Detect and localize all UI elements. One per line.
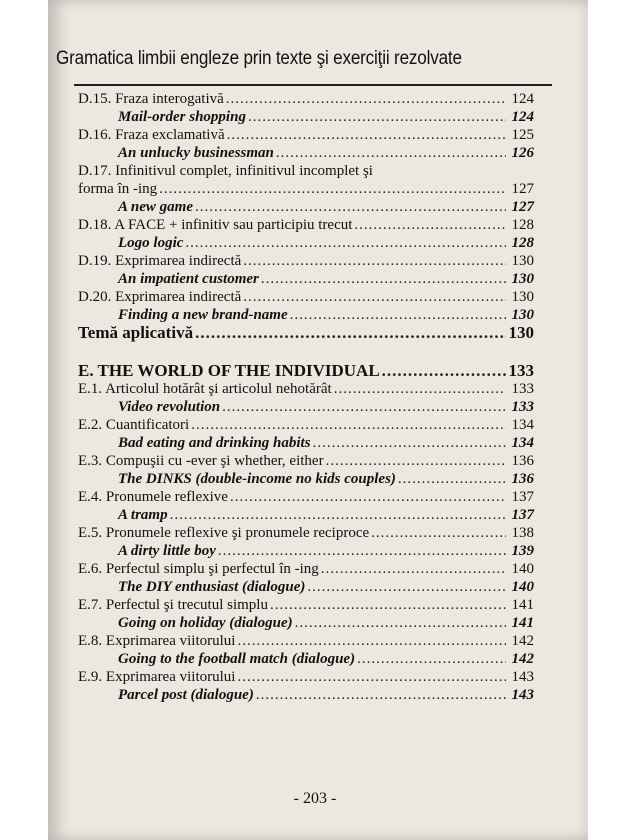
toc-entry [78, 144, 534, 162]
toc-entry-page: 126 [511, 145, 534, 161]
toc-entry-page: 130 [511, 253, 534, 269]
toc-entry-page: 127 [511, 199, 534, 215]
toc-entry [78, 380, 534, 398]
toc-entry-label: A tramp [118, 507, 168, 523]
toc-entry-page: 134 [511, 435, 534, 451]
toc-entry-label: D.18. A FACE + infinitiv sau participiu trecut [78, 217, 353, 233]
leader-dots [290, 306, 506, 324]
toc-entry-label: D.17. Infinitivul complet, infinitivul incomplet şi [78, 163, 373, 179]
toc-entry-page: 130 [511, 289, 534, 305]
toc-entry-page: 133 [511, 399, 534, 415]
toc-entry [78, 488, 534, 506]
toc-entry [78, 126, 534, 144]
toc-entry-label: The DIY enthusiast (dialogue) [118, 579, 306, 595]
toc-entry [78, 632, 534, 650]
toc-entry-label: E.2. Cuantificatori [78, 417, 190, 433]
toc-entry-page: 124 [511, 91, 534, 107]
leader-dots [354, 216, 506, 234]
toc-entry [78, 252, 534, 270]
toc-entry-label: Logo logic [118, 235, 184, 251]
toc-entry-page: 130 [511, 307, 534, 323]
toc-entry-label: Temă aplicativă [78, 323, 194, 342]
toc-entry-applied-theme [78, 324, 534, 342]
toc-entry [78, 198, 534, 216]
toc-entry-label: Parcel post (dialogue) [118, 687, 254, 703]
leader-dots [222, 398, 506, 416]
toc-entry-label: E.3. Compuşii cu -ever şi whether, either [78, 453, 324, 469]
toc-entry-page: 138 [511, 525, 534, 541]
toc-entry-label: forma în -ing [78, 181, 158, 197]
toc-entry-page: 141 [511, 597, 534, 613]
leader-dots [313, 434, 506, 452]
toc-entry-page: 140 [511, 579, 534, 595]
toc-entry [78, 578, 534, 596]
toc-entry-label: E.6. Perfectul simplu şi perfectul în -ing [78, 561, 319, 577]
page-number: - 203 - [293, 790, 337, 807]
leader-dots [243, 288, 506, 306]
toc-entry-label: Going on holiday (dialogue) [118, 615, 293, 631]
toc-entry [78, 452, 534, 470]
leader-dots [170, 506, 506, 524]
toc-entry-label: Going to the football match (dialogue) [118, 651, 356, 667]
toc-entry [78, 416, 534, 434]
section-gap [78, 342, 534, 362]
toc-entry-page: 142 [511, 651, 534, 667]
toc-entry [78, 234, 534, 252]
toc-entry-page: 124 [511, 109, 534, 125]
toc-entry-label: D.20. Exprimarea indirectă [78, 289, 242, 305]
leader-dots [185, 234, 506, 252]
toc-entry-label: Finding a new brand-name [118, 307, 288, 323]
toc-entry-page: 127 [511, 181, 534, 197]
toc-entry [78, 614, 534, 632]
leader-dots [398, 470, 506, 488]
toc-entry-page: 137 [511, 489, 534, 505]
toc-section-heading [78, 362, 534, 380]
leader-dots [270, 596, 506, 614]
leader-dots [248, 108, 506, 126]
toc-entry-page: 137 [511, 507, 534, 523]
leader-dots [371, 524, 506, 542]
toc-entry-page: 140 [511, 561, 534, 577]
toc-entry [78, 542, 534, 560]
toc-entry [78, 180, 534, 198]
toc-entry [78, 596, 534, 614]
leader-dots [256, 686, 506, 704]
toc-entry-page: 136 [511, 471, 534, 487]
toc-entry [78, 162, 534, 180]
toc-entry [78, 470, 534, 488]
toc-entry [78, 560, 534, 578]
leader-dots [357, 650, 506, 668]
toc-entry-page: 133 [511, 381, 534, 397]
toc-entry-page: 142 [511, 633, 534, 649]
toc-entry-label: E. THE WORLD OF THE INDIVIDUAL [78, 361, 380, 380]
toc-entry-page: 130 [511, 271, 534, 287]
toc-entry-label: Bad eating and drinking habits [118, 435, 311, 451]
toc-entry-page: 125 [511, 127, 534, 143]
leader-dots [382, 362, 506, 380]
toc-entry-label: D.16. Fraza exclamativă [78, 127, 225, 143]
toc-entry-label: Video revolution [118, 399, 221, 415]
toc-entry [78, 398, 534, 416]
leader-dots [261, 270, 506, 288]
leader-dots [226, 90, 506, 108]
toc-entry [78, 90, 534, 108]
leader-dots [195, 324, 506, 342]
toc-entry-page: 143 [511, 687, 534, 703]
toc-entry-label: E.4. Pronumele reflexive [78, 489, 228, 505]
toc-entry-label: The DINKS (double-income no kids couples) [118, 471, 396, 487]
toc-entry-label: A new game [118, 199, 194, 215]
toc-entry-page: 141 [511, 615, 534, 631]
toc-entry-label: E.5. Pronumele reflexive şi pronumele reciproce [78, 525, 370, 541]
leader-dots [276, 144, 506, 162]
toc-entry [78, 288, 534, 306]
toc-entry-label: E.7. Perfectul şi trecutul simplu [78, 597, 268, 613]
toc-entry-label: E.9. Exprimarea viitorului [78, 669, 236, 685]
toc-entry-page: 128 [511, 235, 534, 251]
leader-dots [243, 252, 506, 270]
toc-entry-page: 134 [511, 417, 534, 433]
toc-entry-label: An impatient customer [118, 271, 259, 287]
toc-entry-page: 143 [511, 669, 534, 685]
toc-entry-page: 133 [508, 361, 534, 380]
toc-entry [78, 306, 534, 324]
toc-entry-label: E.8. Exprimarea viitorului [78, 633, 236, 649]
leader-dots [307, 578, 506, 596]
leader-dots [218, 542, 506, 560]
leader-dots [295, 614, 506, 632]
toc-entry-page: 139 [511, 543, 534, 559]
leader-dots [326, 452, 506, 470]
toc-entry-label: An unlucky businessman [118, 145, 274, 161]
leader-dots [237, 668, 506, 686]
running-header: Gramatica limbii engleze prin texte şi exerciţii rezolvate [56, 48, 462, 69]
toc-entry-label: A dirty little boy [118, 543, 216, 559]
leader-dots [321, 560, 506, 578]
table-of-contents [78, 90, 534, 704]
header-rule [74, 84, 552, 86]
toc-entry [78, 434, 534, 452]
leader-dots [191, 416, 506, 434]
toc-entry [78, 650, 534, 668]
toc-entry-page: 128 [511, 217, 534, 233]
toc-entry [78, 668, 534, 686]
toc-entry [78, 506, 534, 524]
leader-dots [237, 632, 506, 650]
toc-entry-label: D.19. Exprimarea indirectă [78, 253, 242, 269]
leader-dots [334, 380, 506, 398]
toc-entry [78, 216, 534, 234]
leader-dots [227, 126, 506, 144]
toc-entry-label: E.1. Articolul hotărât şi articolul nehotărât [78, 381, 332, 397]
leader-dots [195, 198, 506, 216]
toc-entry [78, 108, 534, 126]
toc-entry-page: 130 [508, 323, 534, 342]
toc-entry [78, 270, 534, 288]
toc-entry-label: Mail-order shopping [118, 109, 246, 125]
toc-entry [78, 524, 534, 542]
leader-dots [230, 488, 506, 506]
toc-entry-label: D.15. Fraza interogativă [78, 91, 224, 107]
toc-entry [78, 686, 534, 704]
toc-entry-page: 136 [511, 453, 534, 469]
leader-dots [159, 180, 506, 198]
